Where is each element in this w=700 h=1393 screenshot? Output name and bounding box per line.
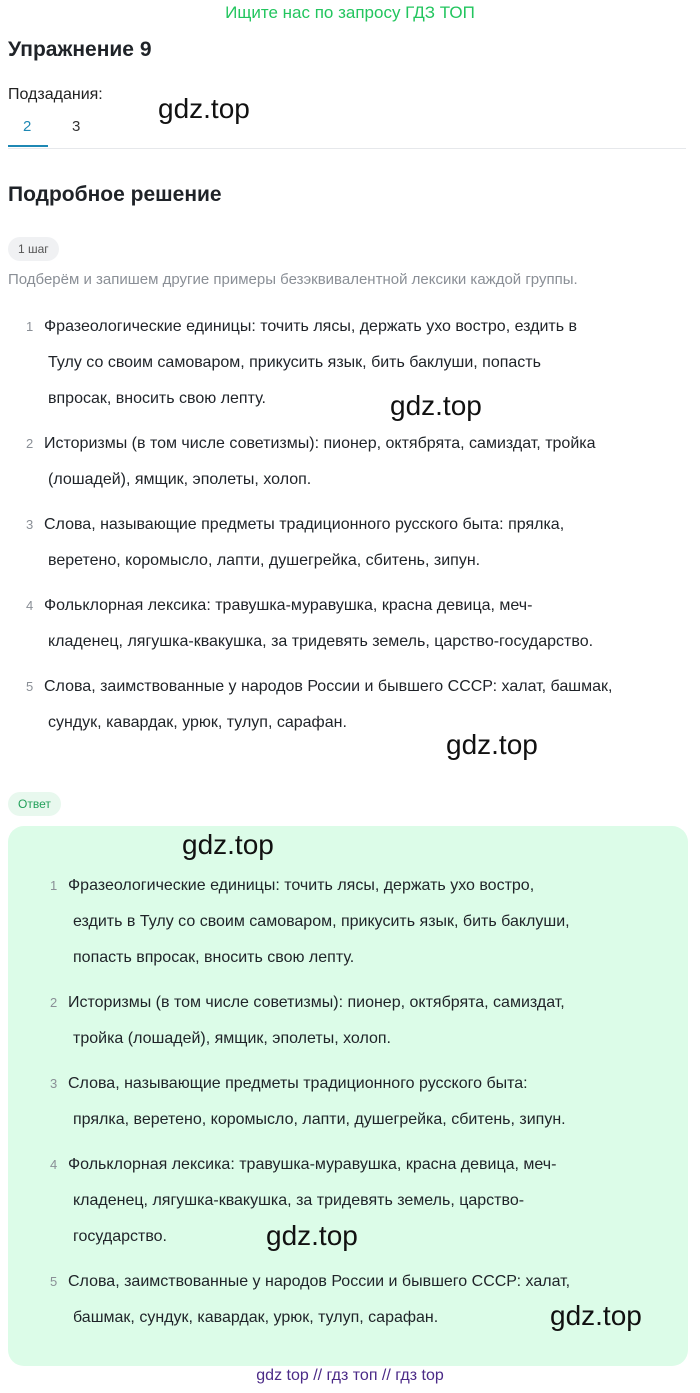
- step-badge: 1 шаг: [8, 237, 59, 261]
- answer-item: 3 Слова, называющие предметы традиционного русского быта: прялка, веретено, коромысло, лапти, душегрейка, сбитень, зипун.: [50, 1066, 680, 1138]
- tab-subtask-3[interactable]: 3: [72, 118, 81, 135]
- item-number: 3: [50, 1076, 58, 1091]
- watermark: gdz.top: [182, 829, 274, 860]
- item-number: 5: [50, 1274, 58, 1289]
- item-number: 5: [26, 679, 34, 694]
- solution-item: 2 Историзмы (в том числе советизмы): пионер, октябрята, самиздат, тройка (лошадей), ямщик, эполеты, холоп.: [26, 426, 686, 498]
- active-tab-indicator: [8, 145, 48, 147]
- watermark: gdz.top: [390, 390, 482, 421]
- solution-item: 3 Слова, называющие предметы традиционного русского быта: прялка, веретено, коромысло, лапти, душегрейка, сбитень, зипун.: [26, 507, 686, 579]
- footer-links[interactable]: gdz top // гдз топ // гдз top: [256, 1367, 444, 1384]
- answer-item: 5 Слова, заимствованные у народов России и бывшего СССР: халат, башмак, сундук, кавардак, урюк, тулуп, сарафан.: [50, 1264, 680, 1336]
- item-number: 2: [26, 436, 34, 451]
- answer-item: 2 Историзмы (в том числе советизмы): пионер, октябрята, самиздат, тройка (лошадей), ямщик, эполеты, холоп.: [50, 985, 680, 1057]
- answer-item: 4 Фольклорная лексика: травушка-муравушка, красна девица, меч- кладенец, лягушка-квакушка, за тридевять земель, царство- государство.: [50, 1147, 680, 1255]
- item-number: 4: [50, 1157, 58, 1172]
- item-number: 3: [26, 517, 34, 532]
- subtasks-label: Подзадания:: [8, 86, 103, 103]
- solution-item: 5 Слова, заимствованные у народов России и бывшего СССР: халат, башмак, сундук, кавардак, урюк, тулуп, сарафан.: [26, 669, 686, 741]
- answer-badge: Ответ: [8, 792, 61, 816]
- page-title: Упражнение 9: [8, 38, 152, 61]
- solution-item: 4 Фольклорная лексика: травушка-муравушка, красна девица, меч- кладенец, лягушка-квакушка, за тридевять земель, царство-государство.: [26, 588, 686, 660]
- item-number: 1: [50, 878, 58, 893]
- item-number: 4: [26, 598, 34, 613]
- watermark: gdz.top: [266, 1220, 358, 1251]
- watermark: gdz.top: [550, 1300, 642, 1331]
- tab-subtask-2[interactable]: 2: [23, 118, 32, 135]
- answer-item: 1 Фразеологические единицы: точить лясы, держать ухо востро, ездить в Тулу со своим самоваром, прикусить язык, бить баклуши, попасть впросак, вносить свою лепту.: [50, 868, 680, 976]
- solution-item: 1 Фразеологические единицы: точить лясы, держать ухо востро, ездить в Тулу со своим самоваром, прикусить язык, бить баклуши, попасть впросак, вносить свою лепту.: [26, 309, 686, 417]
- step-description: Подберём и запишем другие примеры безэквивалентной лексики каждой группы.: [8, 271, 578, 288]
- item-number: 1: [26, 319, 34, 334]
- promo-banner[interactable]: Ищите нас по запросу ГДЗ ТОП: [225, 3, 475, 22]
- solution-title: Подробное решение: [8, 183, 222, 206]
- watermark: gdz.top: [446, 729, 538, 760]
- watermark: gdz.top: [158, 93, 250, 124]
- item-number: 2: [50, 995, 58, 1010]
- subtask-tabs: [8, 112, 686, 149]
